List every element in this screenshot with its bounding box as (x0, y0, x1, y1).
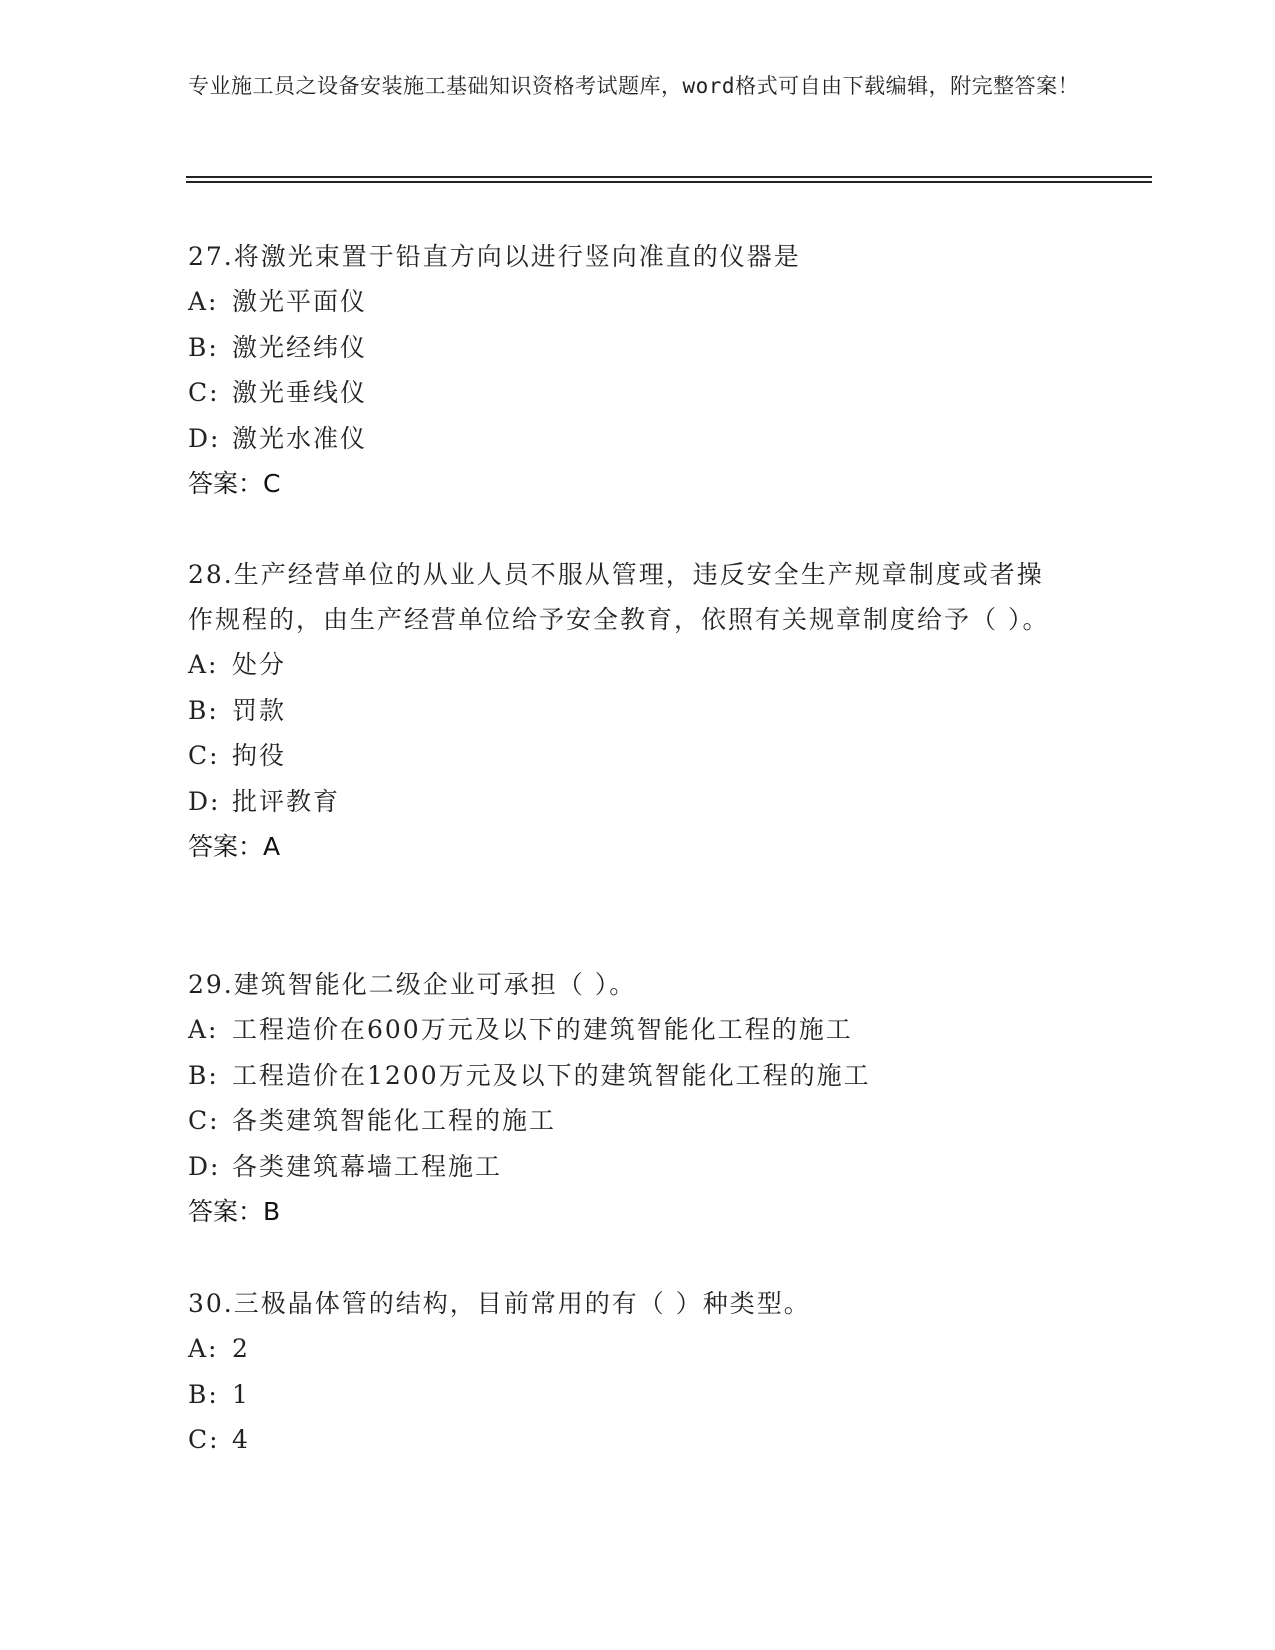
question-stem: 28.生产经营单位的从业人员不服从管理，违反安全生产规章制度或者操作规程的，由生产经营单位给予安全教育，依照有关规章制度给予（ ）。 (188, 560, 1050, 634)
option-text: 激光水准仪 (232, 423, 368, 453)
answer-text: 答案：A (188, 832, 281, 861)
question-29 (188, 962, 1088, 1235)
question-stem: 30.三极晶体管的结构，目前常用的有（ ）种类型。 (188, 1289, 811, 1318)
option-key: C: (188, 1425, 220, 1454)
option-a (188, 642, 1088, 688)
option-key: B: (188, 332, 219, 362)
option-text: 激光垂线仪 (232, 378, 368, 407)
option-text: 批评教育 (232, 786, 341, 816)
option-c (188, 370, 1088, 416)
option-a (188, 1007, 1088, 1053)
option-text: 各类建筑智能化工程的施工 (232, 1106, 557, 1135)
document-header-text: 专业施工员之设备安装施工基础知识资格考试题库，word格式可自由下载编辑，附完整答案！ (188, 74, 1080, 98)
option-text: 激光经纬仪 (232, 332, 368, 362)
option-key: B: (188, 695, 219, 725)
option-key: D: (188, 786, 221, 816)
option-text: 各类建筑幕墙工程施工 (232, 1151, 503, 1181)
option-a (188, 1326, 1088, 1372)
option-a (188, 279, 1088, 325)
option-c (188, 1098, 1088, 1144)
option-d (188, 779, 1088, 825)
option-c (188, 1417, 1088, 1463)
question-stem: 27.将激光束置于铅直方向以进行竖向准直的仪器是 (188, 242, 801, 271)
option-text: 拘役 (232, 741, 287, 770)
option-key: C: (188, 741, 220, 770)
header-divider-line (186, 181, 1152, 183)
option-text: 处分 (232, 650, 287, 679)
option-text: 4 (232, 1425, 250, 1454)
option-key: C: (188, 378, 220, 407)
option-c (188, 733, 1088, 779)
question-28 (188, 552, 1088, 870)
option-key: A: (188, 650, 219, 679)
question-27 (188, 234, 1088, 507)
option-b (188, 1053, 1088, 1099)
option-key: A: (188, 1015, 219, 1044)
option-key: A: (188, 1334, 219, 1363)
option-key: B: (188, 1379, 219, 1409)
option-text: 2 (232, 1334, 250, 1363)
option-text: 1 (232, 1379, 250, 1409)
option-text: 工程造价在1200万元及以下的建筑智能化工程的施工 (232, 1060, 871, 1090)
option-key: B: (188, 1060, 219, 1090)
option-key: A: (188, 287, 219, 316)
answer-text: 答案：B (188, 1197, 281, 1226)
option-text: 罚款 (232, 695, 287, 725)
option-d (188, 416, 1088, 462)
option-key: C: (188, 1106, 220, 1135)
answer-text: 答案：C (188, 469, 281, 498)
question-stem: 29.建筑智能化二级企业可承担（ ）。 (188, 970, 637, 999)
option-b (188, 688, 1088, 734)
option-text: 激光平面仪 (232, 287, 368, 316)
option-b (188, 1372, 1088, 1418)
option-d (188, 1144, 1088, 1190)
option-text: 工程造价在600万元及以下的建筑智能化工程的施工 (232, 1015, 853, 1044)
option-key: D: (188, 1151, 221, 1181)
question-30 (188, 1281, 1088, 1463)
header-divider-line (186, 176, 1152, 178)
option-key: D: (188, 423, 221, 453)
option-b (188, 325, 1088, 371)
